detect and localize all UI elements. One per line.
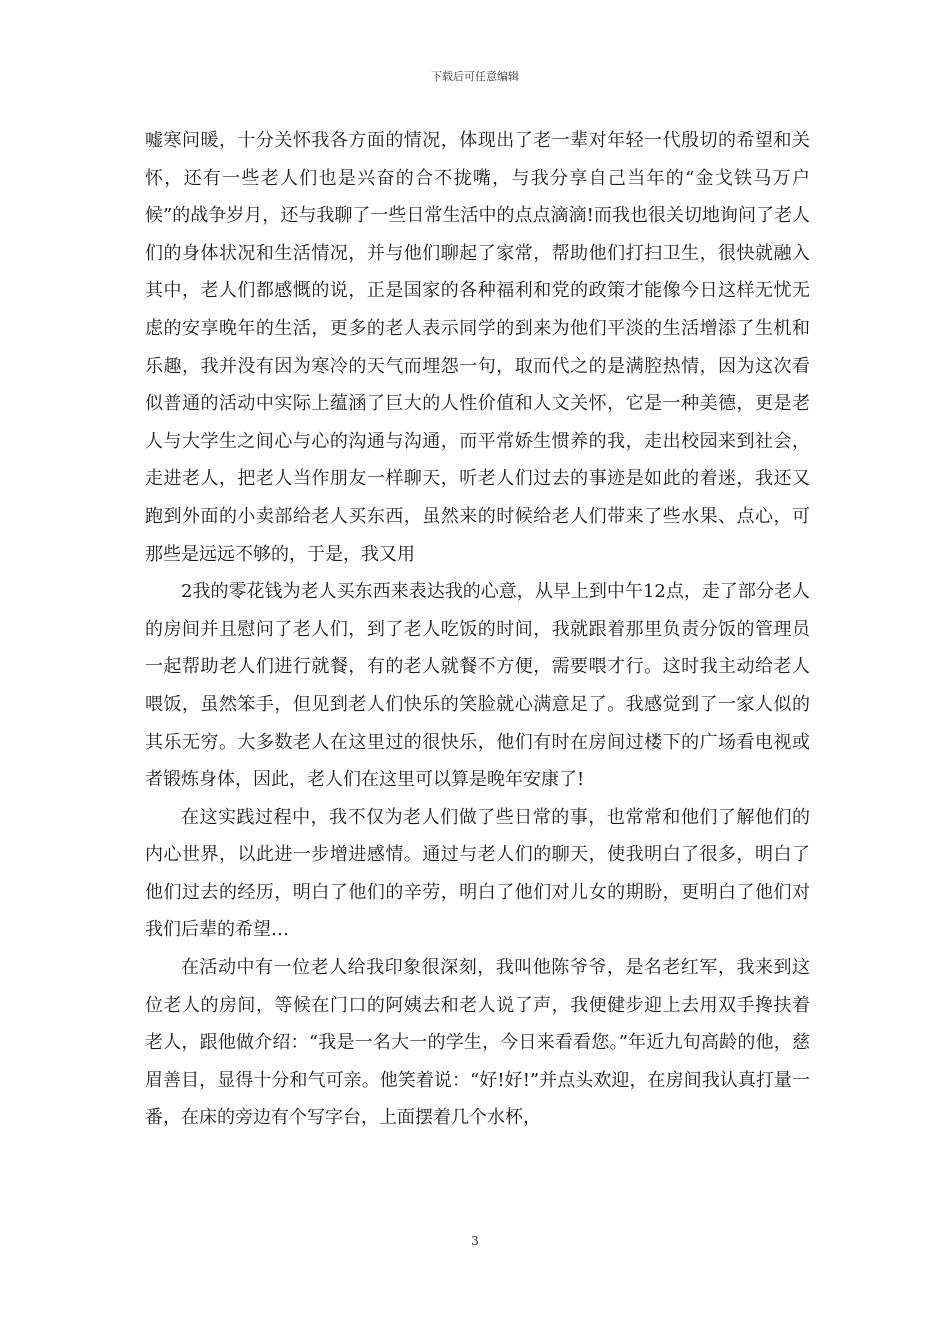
page-number: 3 xyxy=(471,1234,479,1248)
paragraph-2: 2我的零花钱为老人买东西来表达我的心意，从早上到中午12点，走了部分老人的房间并且慰问了老人们，到了老人吃饭的时间，我就跟着那里负责分饭的管理员一起帮助老人们进行就餐，有的老人就餐不方便，需要喂才行。这时我主动给老人喂饭，虽然笨手，但见到老人们快乐的笑脸就心满意足了。我感觉到了一家人似的其乐无穷。大多数老人在这里过的很快乐，他们有时在房间过楼下的广场看电视或者锻炼身体，因此，老人们在这里可以算是晚年安康了! xyxy=(145,581,810,791)
page-header: 下载后可任意编辑 xyxy=(431,70,519,83)
paragraph-1: 嘘寒问暖，十分关怀我各方面的情况，体现出了老一辈对年轻一代殷切的希望和关怀，还有一些老人们也是兴奋的合不拢嘴，与我分享自己当年的“金戈铁马万户候”的战争岁月，还与我聊了一些日常生活中的点点滴滴!而我也很关切地询问了老人们的身体状况和生活情况，并与他们聊起了家常，帮助他们打扫卫生，很快就融入其中，老人们都感慨的说，正是国家的各种福利和党的政策才能像今日这样无忧无虑的安享晚年的生活，更多的老人表示同学的到来为他们平淡的生活增添了生机和乐趣，我并没有因为寒冷的天气而埋怨一句，取而代之的是满腔热情，因为这次看似普通的活动中实际上蕴涵了巨大的人性价值和人文关怀，它是一种美德，更是老人与大学生之间心与心的沟通与沟通，而平常娇生惯养的我，走出校园来到社会，走进老人，把老人当作朋友一样聊天，听老人们过去的事迹是如此的着迷，我还又跑到外面的小卖部给老人买东西，虽然来的时候给老人们带来了些水果、点心，可那些是远远不够的，于是，我又用 xyxy=(145,130,810,565)
paragraph-3: 在这实践过程中，我不仅为老人们做了些日常的事，也常常和他们了解他们的内心世界，以此进一步增进感情。通过与老人们的聊天，使我明白了很多，明白了他们过去的经历，明白了他们的辛劳，明白了他们对儿女的期盼，更明白了他们对我们后辈的希望… xyxy=(145,806,810,941)
paragraph-4: 在活动中有一位老人给我印象很深刻，我叫他陈爷爷，是名老红军，我来到这位老人的房间，等候在门口的阿姨去和老人说了声，我便健步迎上去用双手搀扶着老人，跟他做介绍：“我是一名大一的学生，今日来看看您。”年近九旬高龄的他，慈眉善目，显得十分和气可亲。他笑着说：“好!好!”并点头欢迎，在房间我认真打量一番，在床的旁边有个写字台，上面摆着几个水杯， xyxy=(145,957,810,1129)
document-body xyxy=(145,122,810,1137)
